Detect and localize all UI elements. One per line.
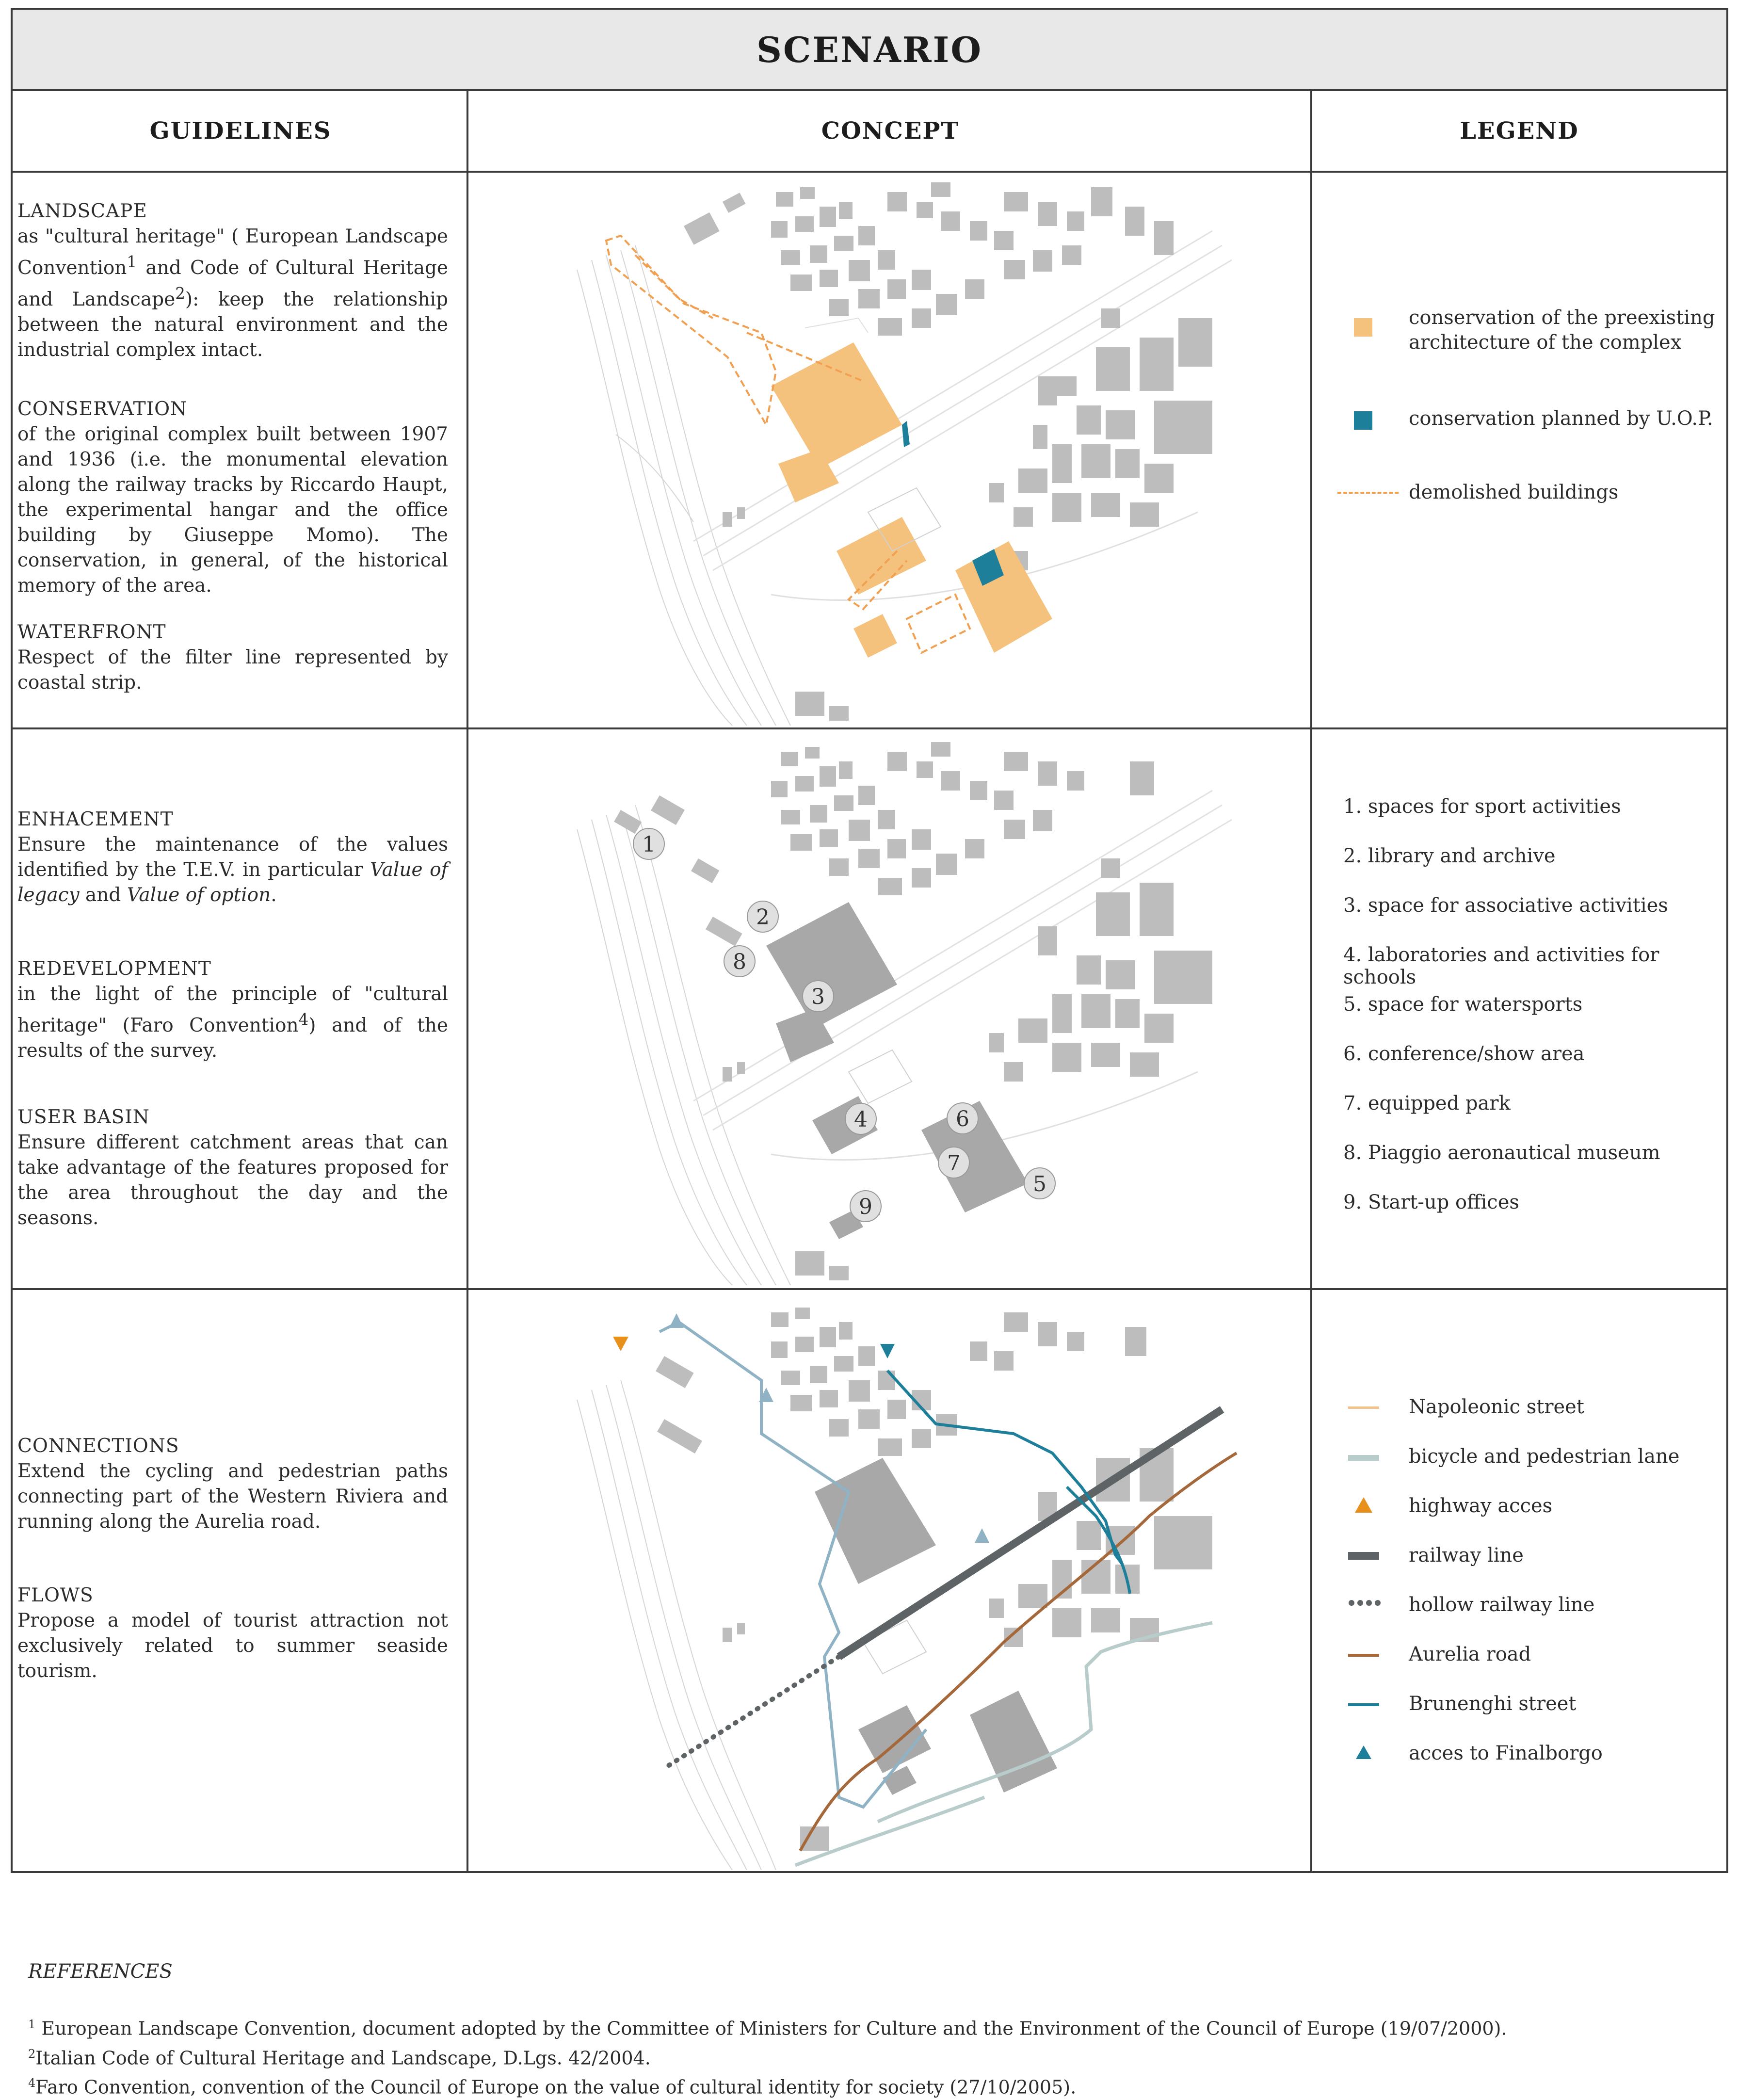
header-legend: LEGEND [1312,91,1726,173]
row-divider [13,1288,1726,1290]
hollow-railway-dots-icon [1348,1599,1382,1606]
access-triangle-icon [975,1528,989,1543]
legend-conservation-uop: conservation planned by U.O.P. [1409,407,1713,430]
highway-triangle-icon [613,1337,628,1351]
concept-map-functions [567,732,1266,1285]
access-triangle-icon [669,1313,684,1328]
guideline-text: Extend the cycling and pedestrian paths connecting part of the Western Riviera and running along the Aurelia road. [17,1460,448,1533]
marker-8 [724,946,755,977]
guideline-text: in the light of the principle of "cultural heritage" (Faro Convention$^4$) and of the results of the survey. [17,983,448,1062]
guideline-enhacement [17,807,448,908]
svg-text:7: 7 [947,1151,961,1176]
legend-item-3: 3. space for associative activities [1343,894,1668,917]
row-divider [13,727,1726,729]
marker-9 [850,1191,881,1222]
legend-finalborgo: acces to Finalborgo [1409,1742,1603,1764]
guideline-heading: REDEVELOPMENT [17,958,211,980]
guideline-heading: LANDSCAPE [17,200,147,222]
column-divider [467,91,468,1871]
guideline-text: Propose a model of tourist attraction not exclusively related to summer seaside tourism. [17,1610,448,1682]
svg-text:1: 1 [642,832,656,857]
legend-demolished: demolished buildings [1409,481,1619,503]
guideline-flows [17,1583,448,1684]
guideline-waterfront [17,620,448,695]
svg-text:6: 6 [956,1107,969,1131]
guideline-heading: ENHACEMENT [17,808,174,830]
guideline-connections [17,1434,448,1535]
guideline-text: Ensure different catchment areas that can take advantage of the features proposed for the area throughout the day and the seasons. [17,1131,448,1229]
guideline-redevelopment [17,956,448,1064]
guideline-heading: CONNECTIONS [17,1435,179,1457]
page-title: SCENARIO [756,29,983,70]
marker-4 [845,1103,876,1134]
marker-6 [947,1103,978,1134]
legend-aurelia: Aurelia road [1409,1643,1531,1665]
svg-text:3: 3 [811,985,825,1009]
brunenghi-line-icon [1348,1703,1379,1706]
finalborgo-triangle-icon [1355,1745,1372,1760]
header-concept: CONCEPT [468,91,1312,173]
dashed-line-icon [1337,492,1399,494]
legend-brunenghi: Brunenghi street [1409,1693,1577,1715]
guideline-landscape [17,199,448,363]
highway-triangle-icon [1354,1496,1373,1514]
guideline-heading: CONSERVATION [17,398,188,420]
reference-item: $^4$Faro Convention, convention of the Council of Europe on the value of cultural identity for society (27/10/2005). [28,2076,1077,2098]
marker-3 [803,981,834,1012]
reference-item: $^1$ European Landscape Convention, document adopted by the Committee of Ministers for Culture and the Environment of the Council of Europe (19/07/2000). [28,2018,1507,2039]
legend-conservation-preexisting: conservation of the preexisting architecture of the complex [1409,307,1715,354]
concept-map-connections [567,1293,1266,1870]
bicycle-lane-icon [1348,1455,1379,1461]
svg-text:2: 2 [756,905,770,930]
legend-item-9: 9. Start-up offices [1343,1191,1519,1213]
guideline-heading: WATERFRONT [17,621,166,643]
legend-item-7: 7. equipped park [1343,1092,1511,1115]
legend-item-6: 6. conference/show area [1343,1043,1585,1065]
napoleonic-line-icon [1348,1406,1379,1409]
teal-square-icon [1354,411,1372,430]
column-divider [1310,91,1312,1871]
legend-railway: railway line [1409,1544,1524,1567]
guideline-conservation [17,397,448,598]
legend-napoleonic: Napoleonic street [1409,1396,1584,1418]
railway-line-icon [1348,1552,1379,1560]
svg-text:8: 8 [733,950,746,974]
finalborgo-triangle-icon [880,1344,895,1358]
svg-text:5: 5 [1033,1172,1046,1196]
legend-highway: highway acces [1409,1495,1553,1517]
marker-1 [633,828,664,859]
orange-square-icon [1354,318,1372,337]
reference-item: $^2$Italian Code of Cultural Heritage and Landscape, D.Lgs. 42/2004. [28,2047,651,2069]
svg-text:4: 4 [854,1107,868,1132]
svg-text:9: 9 [859,1195,872,1219]
marker-5 [1024,1168,1055,1199]
concept-map-conservation [567,173,1266,726]
legend-item-5: 5. space for watersports [1343,993,1583,1016]
marker-7 [938,1147,969,1178]
guideline-text: as "cultural heritage" ( European Landscape Convention$^1$ and Code of Cultural Heritage and Landscape$^2$): keep the relationship between the natural environment and the industrial complex intact. [17,226,448,361]
guideline-text: Respect of the filter line represented by coastal strip. [17,646,448,694]
guideline-user-basin [17,1105,448,1231]
legend-bicycle: bicycle and pedestrian lane [1409,1445,1680,1468]
legend-item-8: 8. Piaggio aeronautical museum [1343,1142,1660,1164]
legend-item-4: 4. laboratories and activities for schools [1343,944,1659,988]
references-section [28,1960,1716,2100]
legend-hollow-railway: hollow railway line [1409,1594,1595,1616]
legend-item-2: 2. library and archive [1343,845,1556,867]
title-bar [13,10,1726,91]
guideline-text: Ensure the maintenance of the values identified by the T.E.V. in particular Value of legacy and Value of option. [17,834,448,906]
references-title: REFERENCES [28,1960,173,1983]
marker-2 [747,901,778,932]
guideline-heading: USER BASIN [17,1106,150,1128]
guideline-text: of the original complex built between 1907 and 1936 (i.e. the monumental elevation along the railway tracks by Riccardo Haupt, the experimental hangar and the office building by Giuseppe Momo). The conservation, in general, of the historical memory of the area. [17,423,448,597]
header-guidelines: GUIDELINES [13,91,468,173]
legend-item-1: 1. spaces for sport activities [1343,795,1621,818]
aurelia-line-icon [1348,1654,1379,1657]
guideline-heading: FLOWS [17,1584,94,1606]
